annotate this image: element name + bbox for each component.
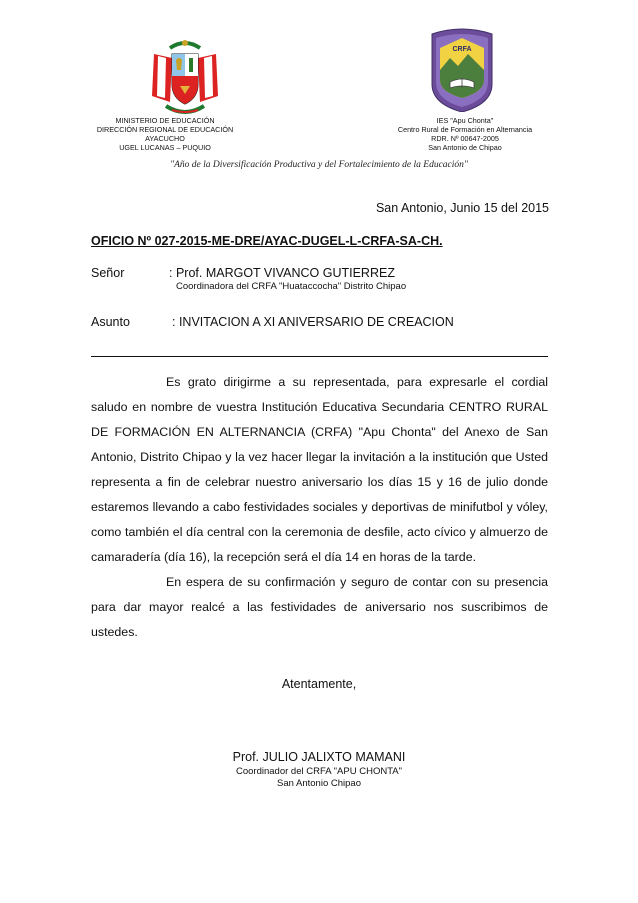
header-right-line2: Centro Rural de Formación en Alternancia <box>397 125 533 134</box>
letter-date: San Antonio, Junio 15 del 2015 <box>375 201 549 215</box>
senor-value: : Prof. MARGOT VIVANCO GUTIERREZ <box>169 266 395 280</box>
senor-label: Señor <box>91 266 125 280</box>
header-right-block <box>390 116 540 152</box>
oficio-number: OFICIO Nº 027-2015-ME-DRE/AYAC-DUGEL-L-CRFA-SA-CH. <box>91 234 443 248</box>
letter-body <box>91 370 548 645</box>
header-left-line1: MINISTERIO DE EDUCACIÓN <box>115 116 215 125</box>
crfa-logo <box>428 26 496 112</box>
crfa-logo-text: CRFA <box>452 46 472 53</box>
senor-subtitle: Coordinadora del CRFA "Huataccocha" Distrito Chipao <box>176 281 407 292</box>
header-left-line2: DIRECCIÓN REGIONAL DE EDUCACIÓN AYACUCHO <box>96 125 234 143</box>
year-motto: "Año de la Diversificación Productiva y del Fortalecimiento de la Educación" <box>170 160 468 170</box>
divider-line <box>91 356 548 357</box>
signer-place: San Antonio Chipao <box>277 778 361 789</box>
asunto-value: : INVITACION A XI ANIVERSARIO DE CREACION <box>172 315 454 329</box>
signer-name: Prof. JULIO JALIXTO MAMANI <box>232 750 406 764</box>
signer-title: Coordinador del CRFA "APU CHONTA" <box>235 766 402 777</box>
header-right-line4: San Antonio de Chipao <box>428 143 502 152</box>
header-right-line3: RDR. Nº 00647-2005 <box>431 134 499 143</box>
header-left-block <box>80 116 250 152</box>
peru-coat-of-arms-logo <box>148 36 222 118</box>
body-paragraph-2: En espera de su confirmación y seguro de contar con su presencia para dar mayor realcé a las festividades de aniversario nos suscribimos de ustedes. <box>91 575 548 639</box>
header-right-line1: IES "Apu Chonta" <box>436 116 494 125</box>
body-paragraph-1: Es grato dirigirme a su representada, para expresarle el cordial saludo en nombre de vuestra Institución Educativa Secundaria CENTRO RURAL DE FORMACIÓN EN ALTERNANCIA (CRFA) "Apu Chonta" del Anexo de San Antonio, Distrito Chipao y la vez hacer llegar la invitación a la institución que Usted representa a fin de celebrar nuestro aniversario los días 15 y 16 de julio donde estaremos llevando a cabo festividades sociales y deportivas de minifutbol y vóley, como también el día central con la ceremonia de desfile, acto cívico y almuerzo de camaradería (día 16), la recepción será el día 14 en horas de la tarde. <box>91 375 548 564</box>
closing: Atentamente, <box>281 677 357 691</box>
header-left-line3: UGEL LUCANAS – PUQUIO <box>119 143 211 152</box>
asunto-label: Asunto <box>91 315 130 329</box>
